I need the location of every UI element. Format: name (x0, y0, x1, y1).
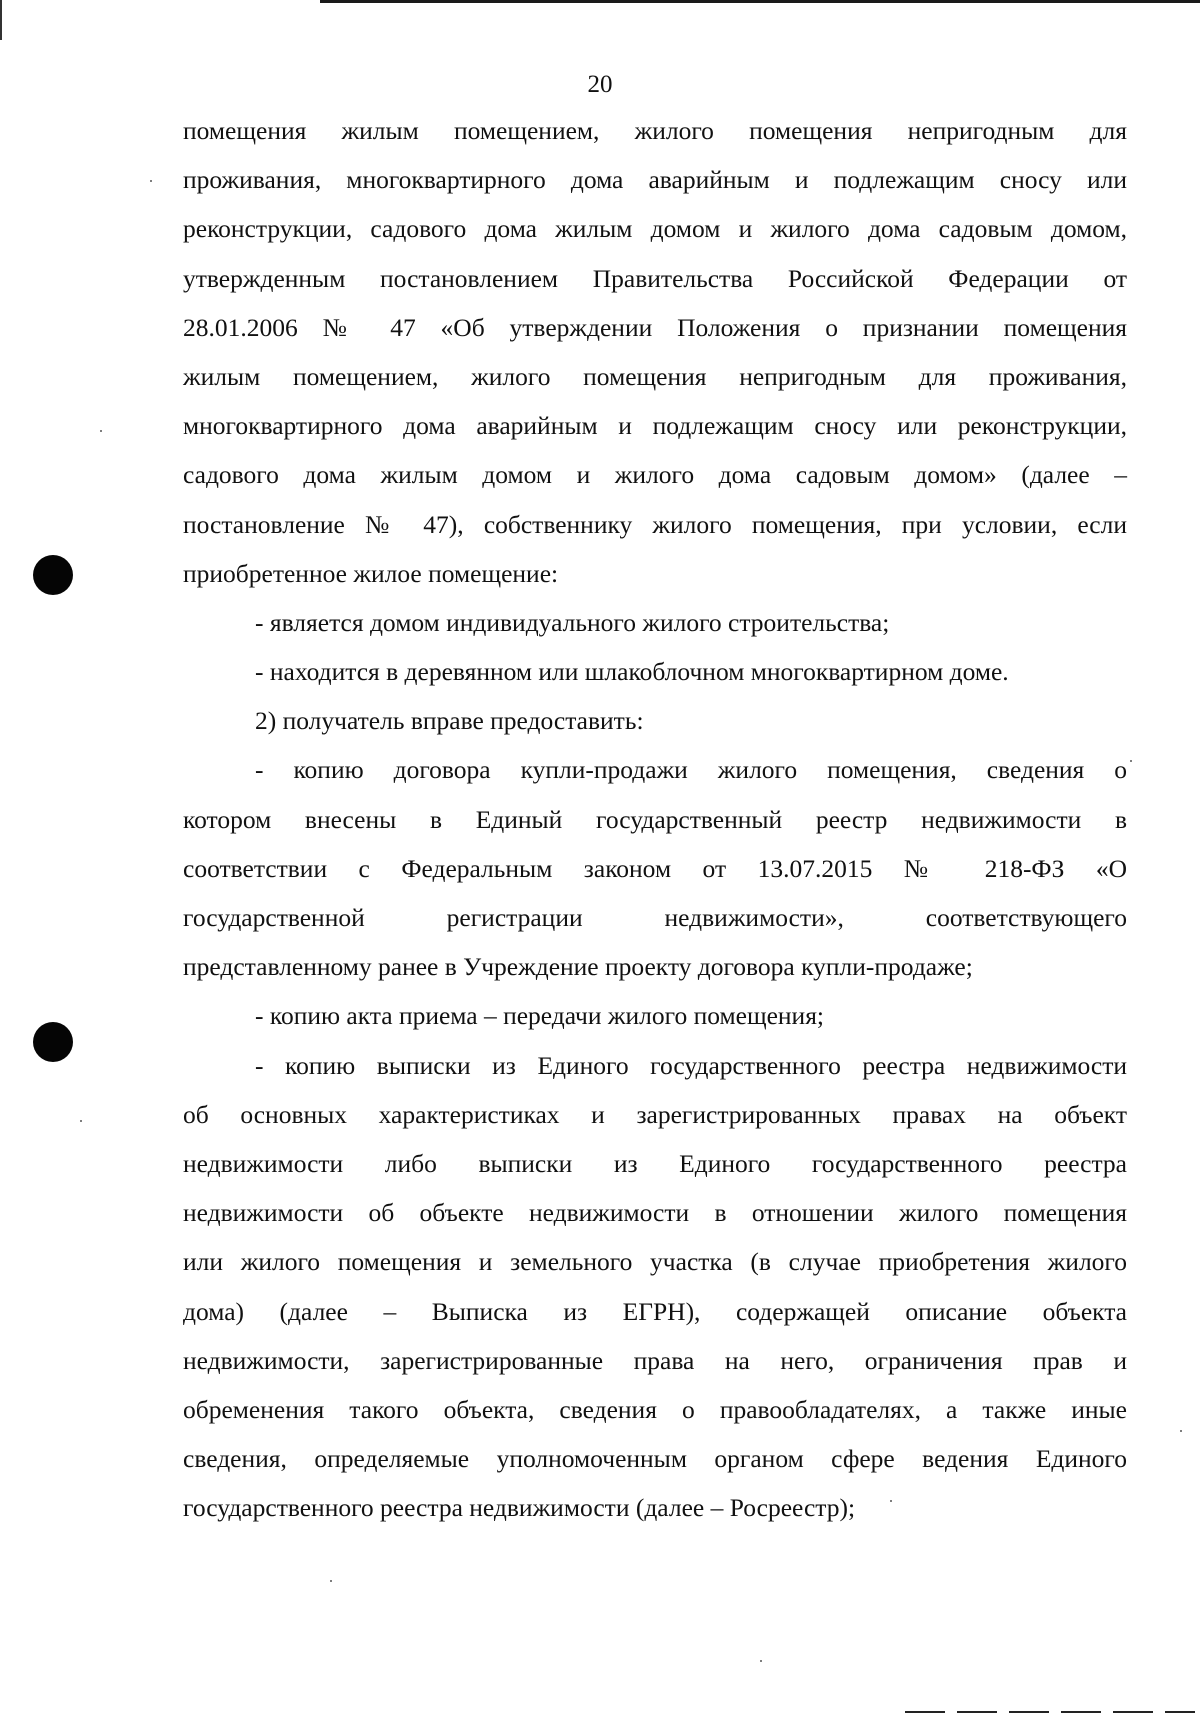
text-line: котором внесены в Единый государственный реестр недвижимости в (183, 804, 1127, 834)
punch-hole-lower (33, 1022, 73, 1062)
scan-speck (1130, 760, 1132, 762)
text-line: реконструкции, садового дома жилым домом и жилого дома садовым домом, (183, 214, 1127, 244)
text-line: постановление № 47), собственнику жилого помещения, при условии, если (183, 509, 1127, 539)
scan-speck (150, 180, 152, 182)
text-line: - копию договора купли-продажи жилого помещения, сведения о (255, 755, 1127, 785)
text-line: - копию выписки из Единого государственного реестра недвижимости (255, 1050, 1127, 1080)
text-line: 28.01.2006 № 47 «Об утверждении Положения о признании помещения (183, 312, 1127, 342)
text-line: - является домом индивидуального жилого строительства; (255, 607, 890, 637)
scan-speck (80, 1120, 82, 1122)
scan-edge-top (320, 0, 1200, 3)
text-line: 2) получатель вправе предоставить: (255, 706, 644, 736)
scan-edge-bottom (905, 1711, 1195, 1713)
scan-edge-left (0, 0, 2, 40)
page-number: 20 (587, 71, 613, 98)
document-body (183, 106, 1127, 1532)
text-line: сведения, определяемые уполномоченным органом сфере ведения Единого (183, 1444, 1127, 1474)
text-line: утвержденным постановлением Правительства Российской Федерации от (183, 263, 1127, 293)
text-line: соответствии с Федеральным законом от 13.07.2015 № 218-ФЗ «О (183, 853, 1127, 883)
text-line: недвижимости либо выписки из Единого государственного реестра (183, 1148, 1127, 1178)
text-line: государственной регистрации недвижимости», соответствующего (183, 903, 1127, 932)
scan-speck (100, 430, 102, 432)
text-line: об основных характеристиках и зарегистрированных правах на объект (183, 1099, 1127, 1129)
scan-speck (330, 1580, 332, 1582)
text-line: или жилого помещения и земельного участка (в случае приобретения жилого (183, 1247, 1127, 1277)
text-line: государственного реестра недвижимости (далее – Росреестр); (183, 1493, 856, 1523)
text-line: проживания, многоквартирного дома аварийным и подлежащим сносу или (183, 165, 1127, 195)
scan-speck (1180, 1430, 1182, 1432)
text-line: представленному ранее в Учреждение проекту договора купли-продаже; (183, 952, 973, 982)
text-line: жилым помещением, жилого помещения непригодным для проживания, (183, 361, 1127, 391)
text-line: недвижимости об объекте недвижимости в отношении жилого помещения (183, 1198, 1127, 1228)
text-line: садового дома жилым домом и жилого дома садовым домом» (далее – (183, 460, 1127, 490)
text-line: недвижимости, зарегистрированные права на него, ограничения прав и (183, 1345, 1127, 1375)
text-line: помещения жилым помещением, жилого помещения непригодным для (183, 116, 1127, 145)
text-line: многоквартирного дома аварийным и подлежащим сносу или реконструкции, (183, 411, 1127, 441)
text-line: - находится в деревянном или шлакоблочном многоквартирном доме. (255, 657, 1009, 687)
text-line: дома) (далее – Выписка из ЕГРН), содержащей описание объекта (183, 1296, 1127, 1326)
punch-hole-upper (33, 555, 73, 595)
text-line: обременения такого объекта, сведения о правообладателях, а также иные (183, 1394, 1127, 1424)
text-line: приобретенное жилое помещение: (183, 558, 559, 588)
text-line: - копию акта приема – передачи жилого помещения; (255, 1001, 825, 1031)
scan-speck (760, 1660, 762, 1662)
